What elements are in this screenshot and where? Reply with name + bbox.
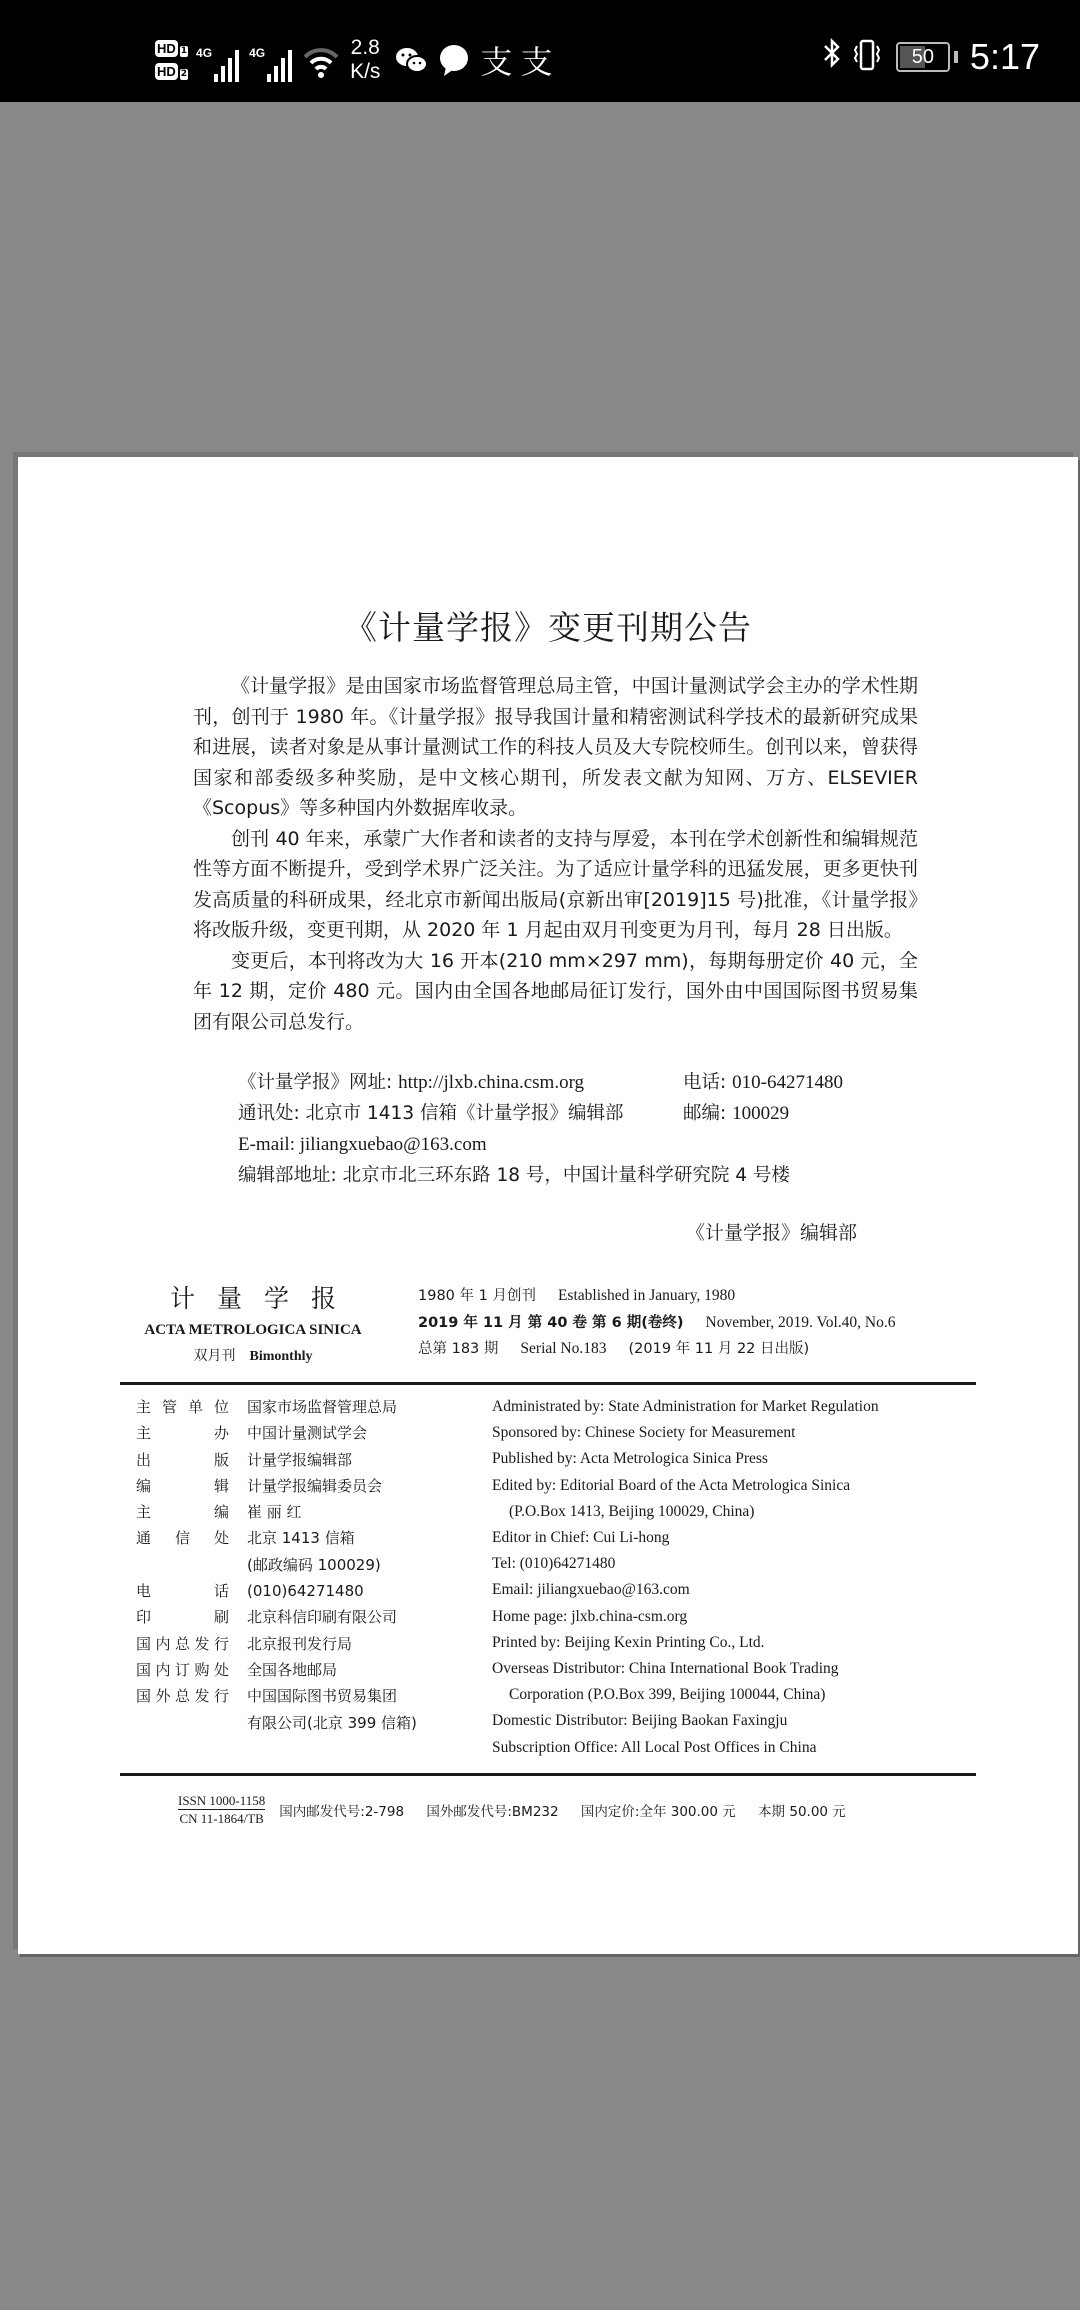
publication-info-cn [136, 1394, 417, 1736]
info-key: 国内订购处 [136, 1660, 229, 1679]
alipay-icon: 支 [480, 43, 513, 81]
address-label: 编辑部地址: [238, 1165, 337, 1186]
mail-address: 北京市 1413 信箱《计量学报》编辑部 [305, 1103, 624, 1124]
info-value: 中国计量测试学会 [247, 1424, 368, 1443]
frequency: 双月刊 Bimonthly [193, 1348, 313, 1364]
paragraph: 创刊 40 年来，承蒙广大作者和读者的支持与厚爱，本刊在学术创新性和编辑规范性等方面不断提升，受到学术界广泛关注。为了适应计量学科的迅猛发展，更多更快刊发高质量的科研成果，经北京市新闻出版局(京新出审[2019]15 号)批准，《计量学报》将改版升级，变更刊期，从 2020 年 1 月起由双月刊变更为月刊，每月 28 日出版。 [193, 827, 918, 941]
paragraph: 《计量学报》是由国家市场监督管理总局主管，中国计量测试学会主办的学术性期刊，创刊于 1980 年。《计量学报》报导我国计量和精密测试科学技术的最新研究成果和进展，读者对象是从事计量测试工作的科技人员及大专院校师生。创刊以来，曾获得国家和部委级多种奖励，是中文核心期刊，所发表文献为知网、万方、ELSEVIER《Scopus》等多种国内外数据库收录。 [193, 675, 918, 819]
info-row [136, 1683, 417, 1709]
document-page[interactable] [18, 457, 1078, 1954]
phone: 010-64271480 [732, 1072, 843, 1093]
info-value: 中国国际图书贸易集团 [247, 1687, 398, 1706]
journal-name-cn: 计量学报 [169, 1284, 358, 1313]
info-value: 崔 丽 红 [247, 1503, 302, 1522]
overseas-code: 国外邮发代号:BM232 [426, 1803, 559, 1820]
message-icon [438, 43, 470, 77]
bluetooth-icon [822, 37, 842, 77]
footer-codes [178, 1792, 864, 1827]
info-value: 国家市场监督管理总局 [247, 1398, 398, 1416]
info-line-en: Home page: jlxb.china-csm.org [492, 1607, 688, 1625]
info-line-en: Subscription Office: All Local Post Offices in China [492, 1738, 817, 1756]
info-row [136, 1473, 417, 1499]
info-key: 主编 [136, 1503, 229, 1522]
network-speed: 2.8 K/s [350, 36, 381, 83]
info-row [136, 1552, 417, 1578]
info-line-en: Domestic Distributor: Beijing Baokan Faxingju [492, 1712, 788, 1730]
postcode-label: 邮编: [683, 1103, 727, 1124]
email-label: E-mail: [238, 1134, 295, 1155]
info-row [136, 1499, 417, 1525]
clock: 5:17 [969, 36, 1040, 77]
info-key [136, 1710, 229, 1736]
sim2-hd-icon: HD 2 [157, 64, 188, 79]
info-row [136, 1394, 417, 1420]
signal-2-icon: 4G [249, 38, 292, 82]
postcode: 100029 [732, 1103, 790, 1124]
issue-info: 1980 年 1 月创刊 Established in January, 1980 2019 年 11 月 第 40 卷 第 6 期(卷终) November, 2019. Vol.40, No.6 总第 183 期 Serial No.183 (2019 年 11 月 22 日出版) [418, 1287, 896, 1357]
info-value: (邮政编码 100029) [247, 1555, 381, 1574]
info-line-en: Administrated by: State Administration for Market Regulation [492, 1398, 879, 1415]
info-row [136, 1447, 417, 1473]
info-line-en: Editor in Chief: Cui Li-hong [492, 1529, 670, 1547]
phone-label: 电话: [683, 1072, 727, 1093]
info-key: 主管单位 [136, 1398, 229, 1416]
info-line-en: Corporation (P.O.Box 399, Beijing 100044, China) [509, 1686, 826, 1704]
info-value: 有限公司(北京 399 信箱) [247, 1713, 417, 1732]
vibrate-icon [852, 38, 882, 76]
info-key: 通信处 [136, 1529, 229, 1548]
info-key: 印刷 [136, 1608, 229, 1627]
info-line-en: Overseas Distributor: China International Book Trading [492, 1660, 839, 1678]
info-line-en: Published by: Acta Metrologica Sinica Press [492, 1450, 768, 1468]
signature: 《计量学报》编辑部 [686, 1222, 858, 1244]
domestic-price: 国内定价:全年 300.00 元 [580, 1803, 736, 1820]
info-row [136, 1604, 417, 1630]
alipay-icon: 支 [520, 43, 553, 81]
info-value: 北京 1413 信箱 [247, 1529, 355, 1548]
info-line-en: Tel: (010)64271480 [492, 1555, 616, 1573]
address: 北京市北三环东路 18 号，中国计量科学研究院 4 号楼 [342, 1165, 790, 1186]
announcement-body [193, 671, 918, 1037]
website-label: 《计量学报》网址: [238, 1072, 393, 1093]
journal-masthead [123, 1282, 383, 1369]
info-key: 出版 [136, 1450, 229, 1469]
divider [120, 1382, 976, 1385]
paragraph: 变更后，本刊将改为大 16 开本(210 mm×297 mm)，每期每册定价 40 元，全年 12 期，定价 480 元。国内由全国各地邮局征订发行，国外由中国国际图书贸易集团有限公司总发行。 [193, 949, 918, 1033]
issn: ISSN 1000-1158 [178, 1793, 266, 1808]
info-key: 电话 [136, 1582, 229, 1601]
info-row [136, 1578, 417, 1604]
email: jiliangxuebao@163.com [299, 1134, 487, 1155]
info-value: 计量学报编辑部 [247, 1450, 353, 1469]
info-row [136, 1710, 417, 1736]
info-value: 全国各地邮局 [247, 1660, 338, 1679]
mail-label: 通讯处: [238, 1103, 300, 1124]
domestic-code: 国内邮发代号:2-798 [279, 1803, 405, 1820]
wifi-icon [302, 43, 340, 85]
battery-icon: 50 [896, 42, 950, 72]
info-key: 主办 [136, 1424, 229, 1443]
info-value: 计量学报编辑委员会 [247, 1476, 383, 1495]
info-value: (010)64271480 [247, 1582, 364, 1601]
info-key [136, 1552, 229, 1578]
info-value: 北京科信印刷有限公司 [247, 1608, 398, 1627]
divider [120, 1773, 976, 1776]
info-line-en: Edited by: Editorial Board of the Acta Metrologica Sinica [492, 1476, 851, 1494]
info-row [136, 1631, 417, 1657]
info-line-en: (P.O.Box 1413, Beijing 100029, China) [509, 1502, 755, 1520]
issue-price: 本期 50.00 元 [758, 1803, 846, 1820]
info-line-en: Sponsored by: Chinese Society for Measurement [492, 1424, 796, 1442]
info-key: 编辑 [136, 1476, 229, 1495]
info-row [136, 1525, 417, 1551]
publication-info-en [492, 1394, 879, 1761]
info-line-en: Printed by: Beijing Kexin Printing Co., Ltd. [492, 1633, 765, 1651]
document-title: 《计量学报》变更刊期公告 [344, 608, 752, 647]
info-row [136, 1657, 417, 1683]
signal-1-icon: 4G [196, 38, 239, 82]
sim-indicators [155, 40, 188, 80]
info-key: 国外总发行 [136, 1687, 229, 1706]
contact-info [238, 1067, 843, 1191]
wechat-icon [394, 45, 428, 75]
website: http://jlxb.china.csm.org [398, 1072, 585, 1093]
info-row [136, 1420, 417, 1446]
info-key: 国内总发行 [136, 1634, 229, 1653]
cn-number: CN 11-1864/TB [179, 1811, 264, 1826]
journal-name-en: ACTA METROLOGICA SINICA [144, 1322, 362, 1338]
issn-block [178, 1792, 265, 1827]
info-line-en: Email: jiliangxuebao@163.com [492, 1581, 690, 1599]
status-bar [0, 0, 1080, 102]
info-value: 北京报刊发行局 [247, 1634, 353, 1653]
sim1-hd-icon: HD 1 [157, 41, 188, 56]
